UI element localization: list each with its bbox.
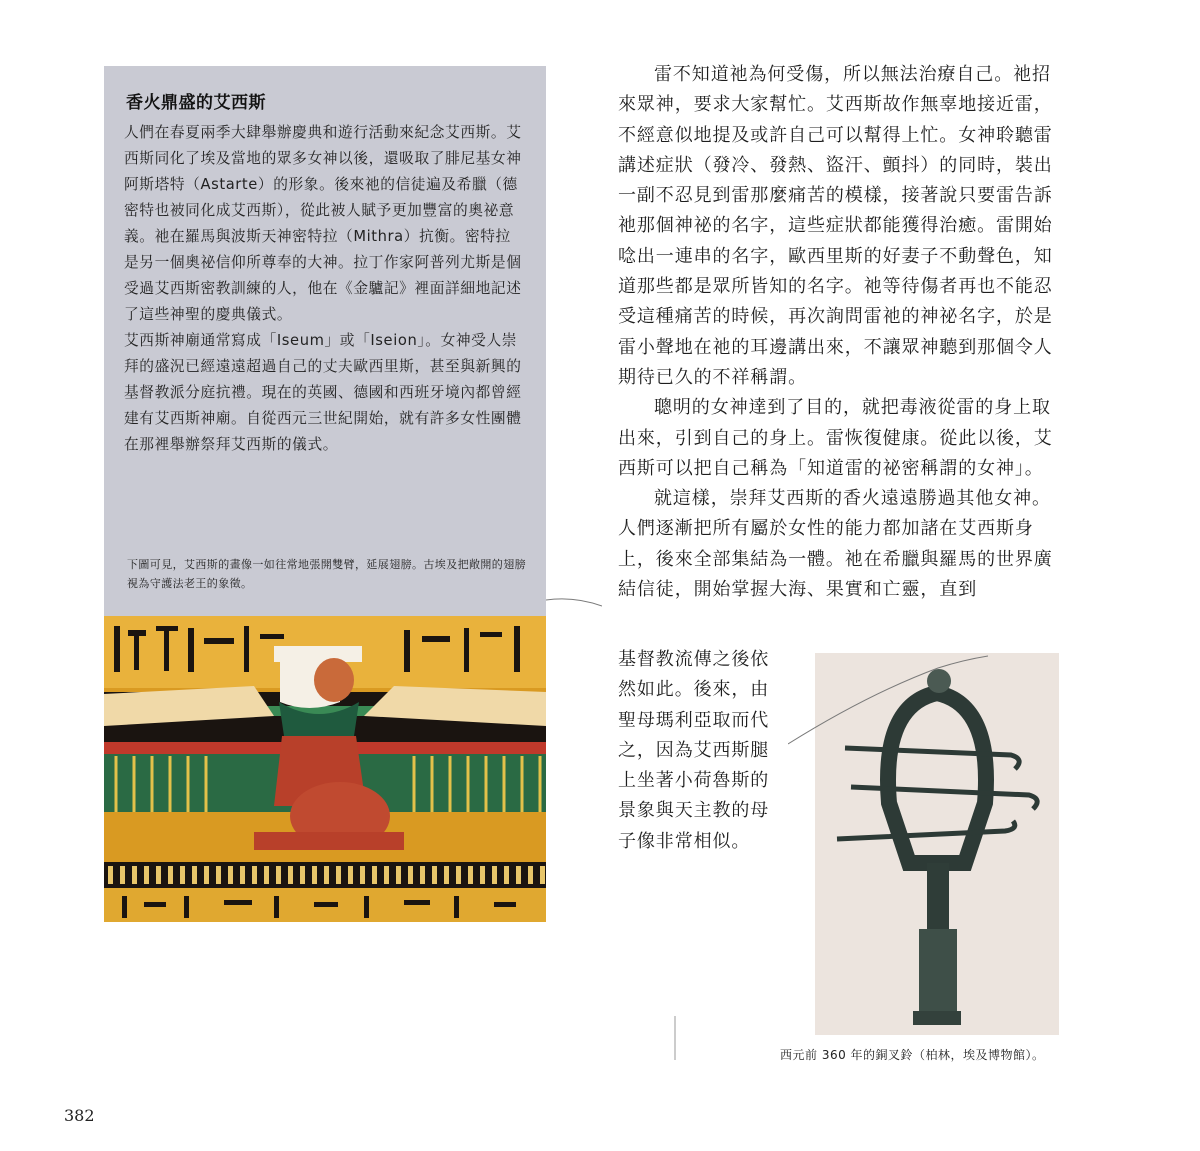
main-paragraph: 雷不知道祂為何受傷，所以無法治療自己。祂招來眾神，要求大家幫忙。艾西斯故作無辜地接近雷，不經意似地提及或許自己可以幫得上忙。女神聆聽雷講述症狀（發冷、發熱、盜汗、顫抖）的同時，裝出一副不忍見到雷那麼痛苦的模樣，接著說只要雷告訴祂那個神祕的名字，這些症狀都能獲得治癒。雷開始唸出一連串的名字，歐西里斯的好妻子不動聲色，知道那些都是眾所皆知的名字。祂等待傷者再也不能忍受這種痛苦的時候，再次詢問雷祂的神祕名字，於是雷小聲地在祂的耳邊講出來，不讓眾神聽到那個令人期待已久的不祥稱謂。 [618,64,1053,388]
main-paragraph-continuation: 基督教流傳之後依然如此。後來，由聖母瑪利亞取而代之，因為艾西斯腿上坐著小荷魯斯的景象與天主教的母子像非常相似。 [618,649,770,852]
scan-artifact-line [788,654,988,746]
sidebar-body [124,120,526,458]
sistrum-caption: 西元前 360 年的銅叉鈴（柏林，埃及博物館）。 [780,1048,1045,1062]
sidebar-title: 香火鼎盛的艾西斯 [126,93,266,113]
page-number: 382 [64,1106,95,1125]
fresco-caption: 下圖可見，艾西斯的畫像一如往常地張開雙臂，延展翅膀。古埃及把敞開的翅膀視為守護法老王的象徵。 [127,558,526,590]
scan-artifact-line [672,1016,678,1060]
sidebar-paragraph: 人們在春夏兩季大肆舉辦慶典和遊行活動來紀念艾西斯。艾西斯同化了埃及當地的眾多女神以後，還吸取了腓尼基女神阿斯塔特（Astarte）的形象。後來祂的信徒遍及希臘（德密特也被同化成艾西斯），從此被人賦予更加豐富的奧祕意義。祂在羅馬與波斯天神密特拉（Mithra）抗衡。密特拉是另一個奧祕信仰所尊奉的大神。拉丁作家阿普列尤斯是個受過艾西斯密教訓練的人，他在《金驢記》裡面詳細地記述了這些神聖的慶典儀式。 [124,124,522,323]
scan-artifact-line [546,596,602,610]
main-column-text [618,60,1060,605]
main-paragraph: 聰明的女神達到了目的，就把毒液從雷的身上取出來，引到自己的身上。雷恢復健康。從此以後，艾西斯可以把自己稱為「知道雷的祕密稱謂的女神」。 [618,397,1053,479]
main-paragraph: 就這樣，崇拜艾西斯的香火遠遠勝過其他女神。人們逐漸把所有屬於女性的能力都加諸在艾西斯身上，後來全部集結為一體。祂在希臘與羅馬的世界廣結信徒，開始掌握大海、果實和亡靈，直到 [618,488,1053,601]
sidebar-paragraph: 艾西斯神廟通常寫成「Iseum」或「Iseion」。女神受人崇拜的盛況已經遠遠超過自己的丈夫歐西里斯，甚至與新興的基督教派分庭抗禮。現在的英國、德國和西班牙境內都曾經建有艾西斯神廟。自從西元三世紀開始，就有許多女性團體在那裡舉辦祭拜艾西斯的儀式。 [124,332,522,453]
isis-winged-fresco [104,616,546,922]
